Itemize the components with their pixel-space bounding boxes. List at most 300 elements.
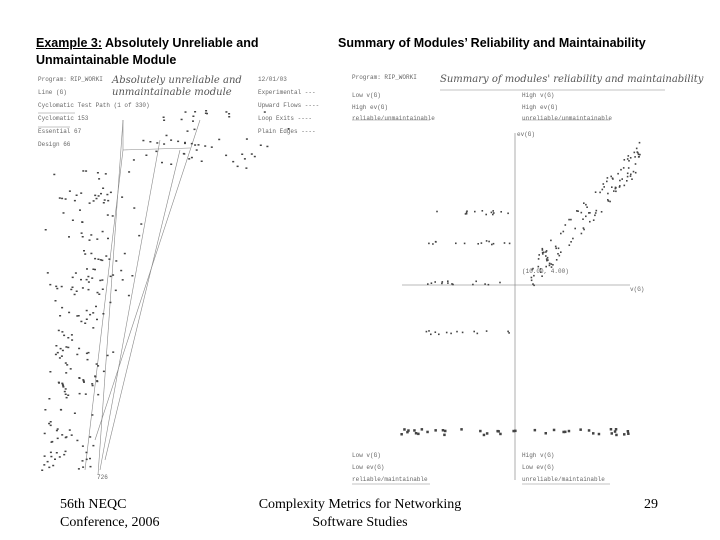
flowgraph-node: [87, 359, 89, 361]
module-point: [627, 433, 630, 436]
flowgraph-node: [87, 276, 89, 278]
flowgraph-node: [122, 279, 124, 281]
module-point: [436, 211, 438, 213]
flowgraph-node: [43, 464, 45, 466]
flowgraph-node: [50, 456, 52, 458]
module-point: [621, 178, 623, 180]
module-point: [627, 158, 629, 160]
flowgraph-node: [83, 381, 85, 383]
flowgraph-node: [81, 222, 83, 224]
module-point: [570, 241, 572, 243]
scan-cyclomatic: Cyclomatic 153: [38, 115, 89, 122]
flowgraph-node: [88, 289, 90, 291]
module-point: [630, 175, 632, 177]
flowgraph-node: [70, 368, 72, 370]
flowgraph-node: [67, 337, 69, 339]
flowgraph-node: [45, 229, 47, 231]
module-point: [595, 212, 597, 214]
flowgraph-node: [89, 239, 91, 241]
flowgraph-node: [65, 362, 67, 364]
flowgraph-node: [246, 138, 248, 140]
module-point: [493, 212, 495, 214]
module-point: [446, 332, 448, 334]
module-point: [481, 242, 483, 244]
flowgraph-node: [52, 465, 54, 467]
flowgraph-node: [266, 146, 268, 148]
module-point: [581, 212, 583, 214]
module-point: [538, 254, 540, 256]
flowgraph-node: [237, 166, 239, 168]
y-axis-label: ev(G): [517, 131, 536, 138]
flowgraph-node: [188, 158, 190, 160]
scan-legend-1: Experimental ---: [258, 89, 316, 96]
flowgraph-node: [58, 382, 60, 384]
flowgraph-node: [49, 284, 51, 286]
flowgraph-node: [44, 409, 46, 411]
module-point: [545, 255, 547, 257]
flowgraph-node: [260, 145, 262, 147]
module-point: [466, 213, 468, 215]
flowgraph-node: [191, 157, 193, 159]
module-point: [413, 429, 416, 432]
flowgraph-node: [204, 145, 206, 147]
module-point: [560, 251, 562, 253]
flowgraph-node: [100, 193, 102, 195]
flowgraph-node: [92, 385, 94, 387]
flowgraph-node: [85, 170, 87, 172]
flowgraph-node: [54, 459, 56, 461]
module-point: [582, 218, 584, 220]
flowgraph-node: [72, 220, 74, 222]
module-point: [491, 244, 493, 246]
module-point: [576, 210, 578, 212]
module-point: [638, 154, 640, 156]
flowgraph-node: [177, 141, 179, 143]
flowgraph-node: [61, 355, 63, 357]
module-point: [593, 219, 595, 221]
module-point: [507, 213, 509, 215]
flowgraph-node: [72, 287, 74, 289]
module-point: [450, 333, 452, 335]
flowgraph-node: [194, 111, 196, 113]
module-point: [558, 248, 560, 250]
flowgraph-node: [84, 253, 86, 255]
module-point: [444, 430, 447, 433]
module-point: [407, 429, 410, 432]
module-point: [426, 431, 429, 434]
flowgraph-node: [62, 350, 64, 352]
flowgraph-node: [106, 194, 108, 196]
flowgraph-node: [100, 259, 102, 261]
module-point: [613, 190, 615, 192]
module-point: [579, 428, 582, 431]
flowgraph-node: [105, 255, 107, 256]
module-point: [474, 211, 476, 213]
flowgraph-node: [65, 346, 67, 348]
flowgraph-node: [103, 371, 105, 373]
flowgraph-node: [94, 258, 96, 260]
flowgraph-node: [109, 302, 111, 304]
module-point: [556, 259, 558, 261]
flowgraph-node: [62, 386, 64, 388]
scan-essential: Essential 67: [38, 128, 82, 135]
module-point: [486, 330, 488, 332]
flowgraph-node: [251, 153, 253, 155]
module-point: [624, 185, 626, 187]
flowgraph-node: [81, 232, 83, 234]
module-point: [462, 332, 464, 334]
module-point: [589, 221, 591, 223]
flowgraph-node: [75, 272, 77, 274]
flowgraph-node: [120, 270, 122, 272]
flowgraph-node: [82, 236, 84, 238]
flowgraph-node: [69, 190, 71, 192]
module-point: [541, 275, 543, 277]
module-point: [555, 246, 557, 248]
footer-title-line2: Software Studies: [312, 515, 408, 530]
flowgraph-node: [166, 135, 168, 137]
module-point: [611, 432, 614, 435]
module-point: [507, 331, 509, 333]
flowgraph-node: [163, 143, 165, 145]
flowgraph-node: [96, 198, 98, 200]
scan-legend-2: Upward Flows ----: [258, 102, 320, 109]
flowgraph-node: [57, 428, 59, 430]
module-point: [639, 142, 641, 144]
flowgraph-node: [72, 277, 74, 279]
flowgraph-node: [88, 281, 90, 283]
quadrant-tr-1: High v(G): [522, 92, 555, 99]
flowgraph-node: [64, 391, 66, 393]
flowgraph-node: [89, 314, 91, 316]
module-point: [546, 250, 548, 252]
title-prefix: Example 3:: [36, 36, 103, 50]
footer-title: [240, 496, 480, 532]
flowgraph-node: [102, 188, 104, 190]
flowgraph-node: [59, 357, 61, 359]
module-point: [607, 193, 609, 195]
module-point: [602, 189, 604, 191]
flowgraph-node: [56, 288, 58, 290]
scan-handwritten-summary: Summary of modules' reliability and maintainability: [440, 74, 704, 85]
flowgraph-node: [108, 258, 110, 260]
module-point: [617, 173, 619, 175]
module-point: [400, 433, 403, 436]
flowgraph-node: [86, 459, 88, 461]
module-point: [631, 178, 633, 180]
flowgraph-node: [194, 144, 196, 146]
flowgraph-node: [59, 197, 61, 199]
module-point: [486, 240, 488, 242]
module-point: [499, 433, 502, 436]
module-point: [585, 204, 587, 206]
flowgraph-node: [48, 398, 50, 400]
module-point: [538, 258, 540, 260]
module-point: [431, 282, 433, 284]
module-point: [634, 156, 636, 158]
flowgraph-node: [112, 351, 114, 353]
flowgraph-node: [96, 363, 98, 365]
flowgraph-node: [86, 353, 88, 355]
flowgraph-node: [71, 339, 73, 341]
flowgraph-node: [69, 429, 71, 431]
flowgraph-node: [170, 164, 172, 166]
flowgraph-node: [89, 458, 91, 460]
module-point: [549, 263, 551, 265]
module-point: [636, 148, 638, 150]
origin-label: (10.00, 4.00): [522, 268, 569, 275]
scan-end-node: 726: [97, 474, 108, 481]
module-point: [599, 192, 601, 194]
module-point: [610, 428, 613, 431]
module-point: [606, 181, 608, 183]
module-point: [615, 191, 617, 193]
module-point: [615, 428, 618, 431]
flowgraph-node: [55, 354, 57, 356]
module-point: [415, 432, 418, 435]
module-point: [627, 173, 629, 175]
flowgraph-node: [161, 162, 163, 164]
flowgraph-node: [65, 394, 67, 396]
flowgraph-node: [82, 466, 84, 468]
flowgraph-node: [47, 272, 49, 274]
flowgraph-node: [90, 466, 92, 468]
module-point: [583, 229, 585, 231]
module-point: [553, 429, 556, 432]
module-point: [619, 180, 621, 182]
module-point: [609, 201, 611, 203]
module-point: [635, 163, 637, 165]
module-point: [417, 433, 420, 436]
flowgraph-node: [225, 155, 227, 157]
flowgraph-node: [140, 223, 142, 225]
quadrant-tr-2: High ev(G): [522, 104, 559, 111]
flowgraph-node: [63, 212, 65, 214]
flowgraph-node: [102, 289, 104, 291]
module-point: [428, 330, 430, 332]
flowgraph-node: [82, 460, 84, 462]
module-point: [434, 281, 436, 283]
flowgraph-node: [76, 354, 78, 356]
flowgraph-node: [56, 430, 58, 432]
flowgraph-node: [95, 306, 97, 308]
flowgraph-node: [61, 286, 63, 288]
module-point: [569, 244, 571, 246]
flowgraph-node: [98, 178, 100, 180]
x-axis-label: v(G): [630, 286, 645, 293]
flowgraph-node: [59, 456, 61, 458]
quadrant-tr-3: unreliable/unmaintainable: [522, 115, 613, 122]
module-point: [611, 186, 613, 188]
scan-line: Line (G): [38, 89, 67, 96]
flowgraph-node: [76, 315, 78, 317]
flowgraph-node: [211, 146, 213, 148]
flowgraph-node: [78, 348, 80, 350]
module-point: [603, 183, 605, 185]
module-point: [628, 167, 630, 169]
flowgraph-node: [96, 238, 98, 240]
module-point: [456, 331, 458, 333]
flowgraph-node: [63, 454, 65, 456]
flowgraph-node: [71, 434, 73, 436]
flowgraph-node: [103, 202, 105, 204]
module-point: [430, 334, 432, 336]
module-point: [635, 172, 637, 174]
flowgraph-node: [55, 286, 57, 288]
module-point: [598, 433, 601, 436]
flowgraph-node: [66, 397, 68, 399]
module-point: [560, 233, 562, 235]
module-point: [428, 243, 430, 245]
right-title: Summary of Modules’ Reliability and Maintainability: [338, 36, 646, 50]
flowgraph-node: [128, 295, 130, 297]
flowgraph-node: [85, 393, 87, 395]
flowgraph-node: [97, 172, 99, 174]
module-point: [552, 264, 554, 266]
flowgraph-node: [80, 192, 82, 194]
flowgraph-node: [194, 129, 196, 131]
flowgraph-node: [53, 174, 55, 176]
flowgraph-node: [90, 253, 92, 255]
flowgraph-node: [94, 195, 96, 197]
flowgraph-node: [241, 154, 243, 156]
flowgraph-node: [55, 300, 57, 302]
quadrant-br-2: Low ev(G): [522, 464, 555, 471]
flowgraph-node: [110, 192, 112, 194]
flowgraph-node: [98, 195, 100, 197]
flowgraph-node: [192, 120, 194, 122]
flowgraph-node: [57, 438, 59, 440]
module-point: [447, 282, 449, 284]
module-point: [627, 430, 630, 433]
flowgraph-node: [124, 253, 126, 255]
module-point: [509, 243, 511, 245]
quadrant-br-1: High v(G): [522, 452, 555, 459]
flowgraph-node: [50, 421, 52, 423]
module-point: [627, 176, 629, 178]
module-point: [551, 263, 553, 265]
module-point: [447, 280, 449, 282]
module-point: [595, 191, 597, 193]
flowgraph-node: [163, 117, 165, 119]
flowgraph-node: [155, 151, 157, 153]
flowgraph-node: [110, 276, 112, 278]
module-point: [492, 214, 494, 216]
flowgraph-node: [65, 388, 67, 390]
module-point: [460, 428, 463, 431]
module-point: [570, 219, 572, 221]
module-point: [493, 243, 495, 245]
flowgraph-node: [82, 445, 84, 447]
scan-program: Program: RIP_WORKI: [38, 76, 103, 83]
module-point: [607, 177, 609, 179]
module-point: [475, 281, 477, 283]
flowgraph-node: [225, 111, 227, 113]
module-point: [619, 185, 621, 187]
flowgraph-node: [245, 167, 247, 169]
flowgraph-node: [112, 274, 114, 276]
flowgraph-node: [90, 234, 92, 236]
flowgraph-node: [115, 290, 117, 292]
flowgraph-node: [121, 196, 123, 198]
footer-title-line1: Complexity Metrics for Networking: [258, 497, 462, 512]
flowgraph-node: [89, 436, 91, 438]
flowgraph-node: [80, 279, 82, 281]
flowgraph-node: [128, 171, 130, 173]
flowgraph-node: [41, 470, 43, 472]
module-point: [421, 428, 424, 431]
flowgraph-node: [107, 238, 109, 240]
flowgraph-node: [115, 260, 117, 262]
flowgraph-node: [65, 437, 67, 439]
flowgraph-node: [191, 143, 193, 145]
flowgraph-node: [131, 275, 133, 277]
flowgraph-node: [84, 323, 86, 325]
title-rest: Absolutely Unreliable and Unmaintainable Module: [36, 36, 259, 67]
module-point: [484, 283, 486, 285]
module-point: [563, 231, 565, 233]
flowgraph-node: [60, 409, 62, 411]
scan-legend-3: Loop Exits ----: [258, 115, 313, 122]
flowgraph-node: [97, 259, 99, 261]
flowgraph-node: [205, 110, 207, 112]
module-point: [466, 210, 468, 212]
module-point: [483, 434, 486, 437]
module-point: [473, 331, 475, 333]
module-point: [500, 211, 502, 213]
flowgraph-node: [92, 327, 94, 329]
flowgraph-node: [74, 294, 76, 296]
flowgraph-node: [74, 200, 76, 202]
module-point: [477, 243, 479, 245]
flowgraph-node: [133, 159, 135, 161]
module-point: [581, 233, 583, 235]
flowgraph-node: [97, 394, 99, 396]
flowgraph-node: [104, 199, 106, 201]
flowgraph-node: [201, 161, 203, 163]
footer-conference-line1: 56th NEQC: [60, 497, 127, 512]
flowgraph-node: [98, 294, 100, 296]
module-point: [588, 429, 591, 432]
flowgraph-node: [92, 269, 94, 271]
module-point: [491, 212, 493, 214]
flowgraph-node: [170, 139, 172, 141]
quadrant-br-3: unreliable/maintainable: [522, 476, 605, 483]
footer-conference: [60, 496, 160, 532]
scan-path: Cyclomatic Test Path (1 of 330): [38, 102, 150, 109]
module-point: [615, 434, 618, 437]
flowgraph-node: [142, 140, 144, 142]
module-point: [426, 331, 428, 333]
module-point: [549, 265, 551, 267]
flowgraph-node: [44, 433, 46, 435]
flowgraph-node: [65, 372, 67, 374]
module-point: [594, 215, 596, 217]
module-point: [531, 277, 533, 279]
flowgraph-node: [95, 376, 97, 378]
module-point: [603, 186, 605, 188]
module-point: [479, 430, 482, 433]
module-point: [634, 152, 636, 154]
module-point: [639, 154, 641, 156]
flowgraph-node: [149, 141, 151, 143]
flowgraph-node: [89, 202, 91, 204]
flowgraph-node: [66, 364, 68, 366]
flowgraph-node: [163, 120, 165, 122]
module-point: [630, 174, 632, 176]
quadrant-bl-1: Low v(G): [352, 452, 381, 459]
quadrant-bl-3: reliable/maintainable: [352, 476, 428, 483]
